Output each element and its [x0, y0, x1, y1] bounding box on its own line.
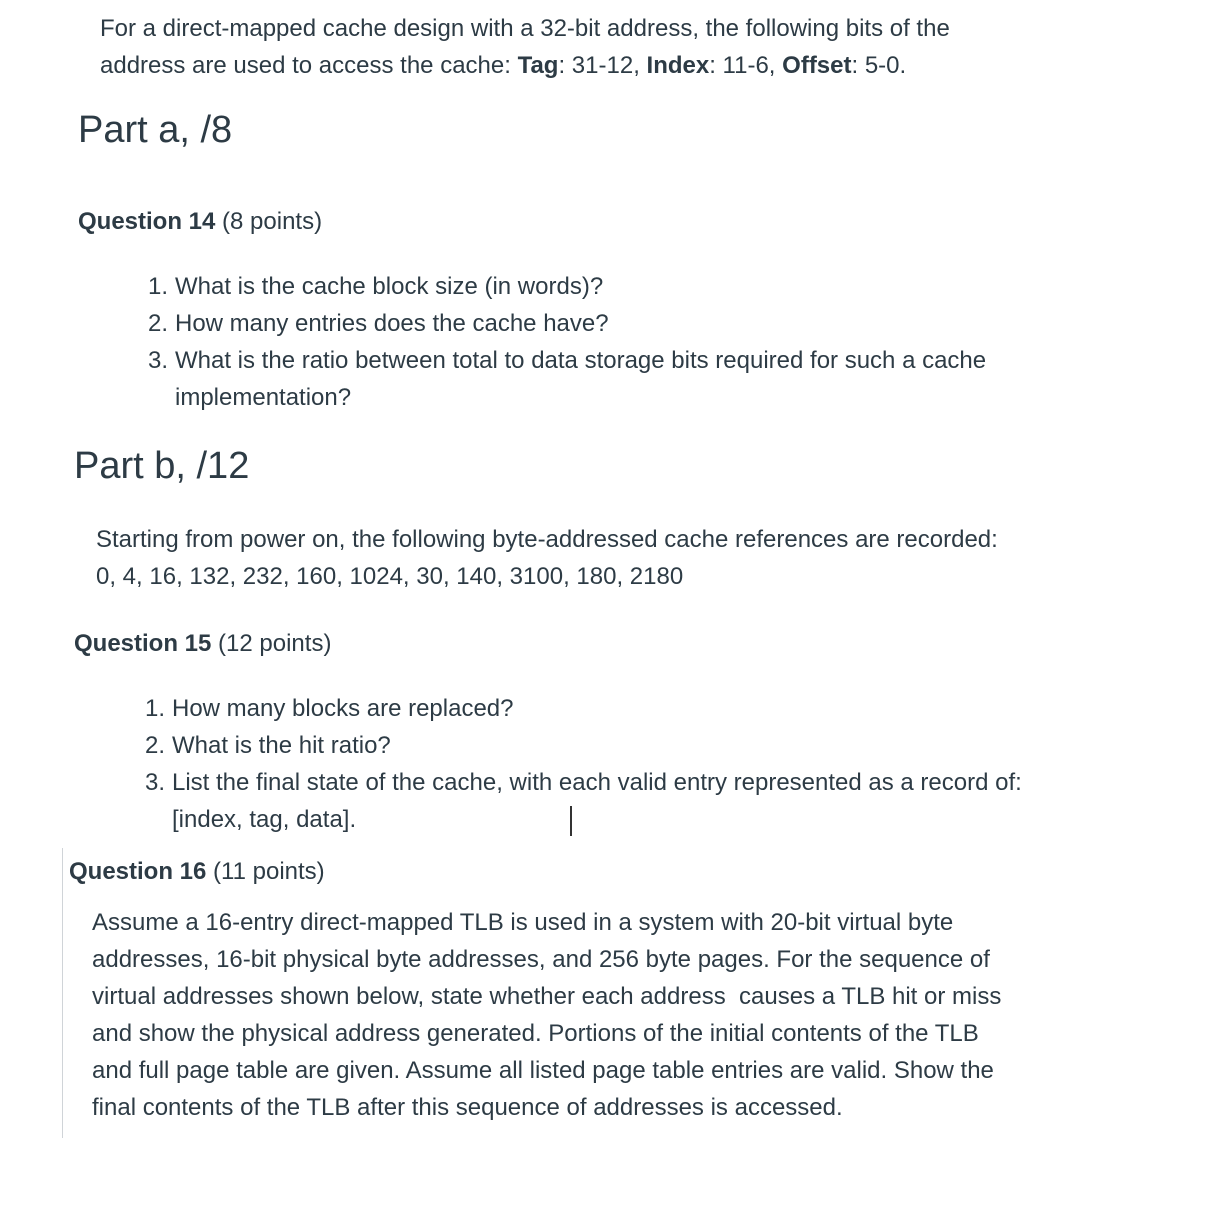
- text-cursor-icon: [570, 806, 572, 836]
- list-item-text: List the final state of the cache, with each valid entry represented as a record of: [index, tag, data].: [172, 769, 1022, 833]
- question-15-title: Question 15: [74, 630, 212, 657]
- intro-line-1: For a direct-mapped cache design with a 32-bit address, the following bits of the: [100, 15, 950, 42]
- intro-paragraph: [100, 10, 1100, 84]
- question-16-heading: [69, 857, 325, 887]
- list-number: 1.: [148, 273, 169, 300]
- intro-line-2: [100, 47, 1100, 84]
- index-value: : 11-6,: [709, 52, 783, 79]
- list-item: [148, 342, 1045, 416]
- offset-label: Offset: [782, 52, 852, 79]
- offset-value: : 5-0.: [851, 52, 907, 79]
- question-14-points: (8 points): [215, 208, 323, 235]
- list-item-text: How many blocks are replaced?: [172, 695, 514, 722]
- list-number: 2.: [145, 732, 166, 759]
- list-item-text: How many entries does the cache have?: [175, 310, 609, 337]
- list-item: [145, 764, 1052, 838]
- list-number: 2.: [148, 310, 169, 337]
- list-number: 3.: [148, 347, 169, 374]
- question-16-points: (11 points): [206, 858, 325, 885]
- question-16-line: and show the physical address generated. Portions of the initial contents of the TLB: [92, 1020, 979, 1047]
- list-item-text: What is the ratio between total to data storage bits required for such a cache implementation?: [175, 347, 987, 411]
- list-item: [145, 690, 1045, 727]
- list-item: [148, 268, 1048, 305]
- list-number: 3.: [145, 769, 166, 796]
- question-15-points: (12 points): [211, 630, 332, 657]
- part-b-heading: Part b, /12: [74, 445, 250, 487]
- part-b-reference-list: 0, 4, 16, 132, 232, 160, 1024, 30, 140, 3100, 180, 2180: [96, 563, 684, 590]
- intro-line-2-prefix: address are used to access the cache:: [100, 52, 518, 79]
- part-a-heading: Part a, /8: [78, 109, 233, 151]
- part-b-intro: [96, 521, 1156, 595]
- index-label: Index: [646, 52, 710, 79]
- question-16-title: Question 16: [69, 858, 207, 885]
- question-15-list: [145, 690, 1045, 838]
- list-item: [148, 305, 1048, 342]
- question-15-heading: [74, 629, 331, 659]
- list-number: 1.: [145, 695, 166, 722]
- question-16-body: [92, 904, 1172, 1126]
- tag-label: Tag: [517, 52, 559, 79]
- tag-value: : 31-12,: [558, 52, 647, 79]
- question-16-line: addresses, 16-bit physical byte addresses, and 256 byte pages. For the sequence of: [92, 946, 990, 973]
- question-14-title: Question 14: [78, 208, 216, 235]
- list-item-text: What is the cache block size (in words)?: [175, 273, 604, 300]
- question-16-line: virtual addresses shown below, state whether each address causes a TLB hit or miss: [92, 983, 1002, 1010]
- question-14-heading: [78, 207, 322, 237]
- question-16-line: Assume a 16-entry direct-mapped TLB is used in a system with 20-bit virtual byte: [92, 909, 954, 936]
- question-14-list: [148, 268, 1048, 416]
- question-16-left-border: [62, 848, 63, 1138]
- list-item-text: What is the hit ratio?: [172, 732, 391, 759]
- question-16-line: and full page table are given. Assume all listed page table entries are valid. Show the: [92, 1057, 994, 1084]
- part-b-intro-line-1: Starting from power on, the following byte-addressed cache references are recorded:: [96, 526, 998, 553]
- list-item: [145, 727, 1045, 764]
- question-16-line: final contents of the TLB after this sequence of addresses is accessed.: [92, 1094, 843, 1121]
